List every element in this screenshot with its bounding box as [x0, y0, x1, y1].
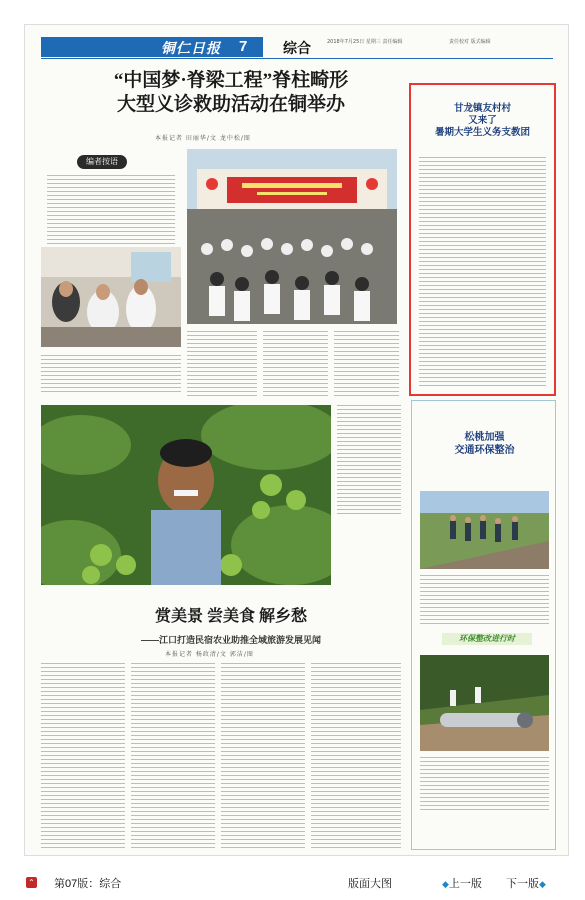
headline-line1: “中国梦·脊梁工程”脊柱畸形: [113, 70, 349, 91]
edition-link[interactable]: 第07版：综合: [54, 878, 122, 890]
pipeline-photo[interactable]: [420, 655, 549, 751]
event-photo[interactable]: [187, 149, 397, 324]
article2-headline[interactable]: 赏美景 尝美食 解乡愁: [154, 608, 307, 625]
masthead: [41, 37, 553, 59]
orchard-photo[interactable]: [41, 405, 331, 585]
big-view-link[interactable]: 版面大图: [348, 878, 392, 890]
sidebar-traffic-environment[interactable]: [411, 400, 556, 850]
arrow-left-icon: ◆: [442, 879, 449, 889]
article1-byline: 本报记者 田丽华/文 龙中松/图: [155, 135, 251, 142]
prev-edition-link[interactable]: [442, 875, 482, 891]
article1-column-2: [187, 331, 257, 397]
sidebar2-text: [420, 575, 549, 627]
article1-column-1: [41, 355, 181, 395]
sidebar1-text: [419, 157, 546, 389]
article2-column-2: [131, 663, 215, 849]
sidebar1-title-line2: 又来了: [468, 115, 497, 126]
road-work-photo[interactable]: [420, 491, 549, 569]
editor-line: 责任校对 版式编辑: [449, 39, 491, 45]
article2-subhead: ——江口打造民宿农业助推全域旅游发展见闻: [140, 635, 321, 645]
sidebar2-text-2: [420, 757, 549, 813]
sidebar2-title-line2: 交通环保整治: [454, 445, 515, 456]
headline-line2: 大型义诊救助活动在铜举办: [116, 94, 345, 115]
arrow-right-icon: ◆: [539, 879, 546, 889]
article1-column-4: [334, 331, 399, 397]
environment-banner: 环保整改进行时: [442, 633, 532, 645]
sidebar1-title-line1: 甘龙镇友村村: [453, 103, 511, 114]
sidebar1-title: [417, 103, 548, 139]
masthead-rule: [41, 58, 553, 59]
article1-column-3: [263, 331, 328, 397]
article1-headline[interactable]: [61, 69, 401, 117]
clinic-photo[interactable]: [41, 247, 181, 347]
next-edition-link[interactable]: [506, 875, 546, 891]
newspaper-page: [24, 24, 569, 856]
sidebar-volunteer-teaching[interactable]: [409, 83, 556, 396]
orchard-photo-caption: [337, 405, 401, 515]
article2-column-3: [221, 663, 305, 849]
prev-edition-label: 上一版: [448, 878, 482, 890]
sidebar2-title: [412, 431, 557, 457]
sidebar1-title-line3: 暑期大学生义务支教团: [434, 127, 530, 138]
section-name: 综合: [283, 40, 311, 56]
article2-column-4: [311, 663, 401, 849]
masthead-bar: [41, 37, 263, 57]
page-number: 7: [239, 38, 248, 55]
date-line: 2018年7月25日 星期三 责任编辑: [327, 39, 403, 45]
sidebar2-title-line1: 松桃加强: [464, 432, 505, 443]
chevron-up-icon[interactable]: ⌃: [26, 877, 37, 888]
paper-logo: 铜仁日报: [161, 41, 221, 57]
next-edition-label: 下一版: [506, 878, 539, 890]
page-footer-nav: [18, 874, 568, 894]
editor-note-tag: 编者按语: [77, 155, 127, 169]
editor-note-text: [47, 175, 175, 249]
article2-column-1: [41, 663, 125, 849]
article2-byline: 本报记者 杨政清/文 郭洁/图: [165, 651, 254, 658]
